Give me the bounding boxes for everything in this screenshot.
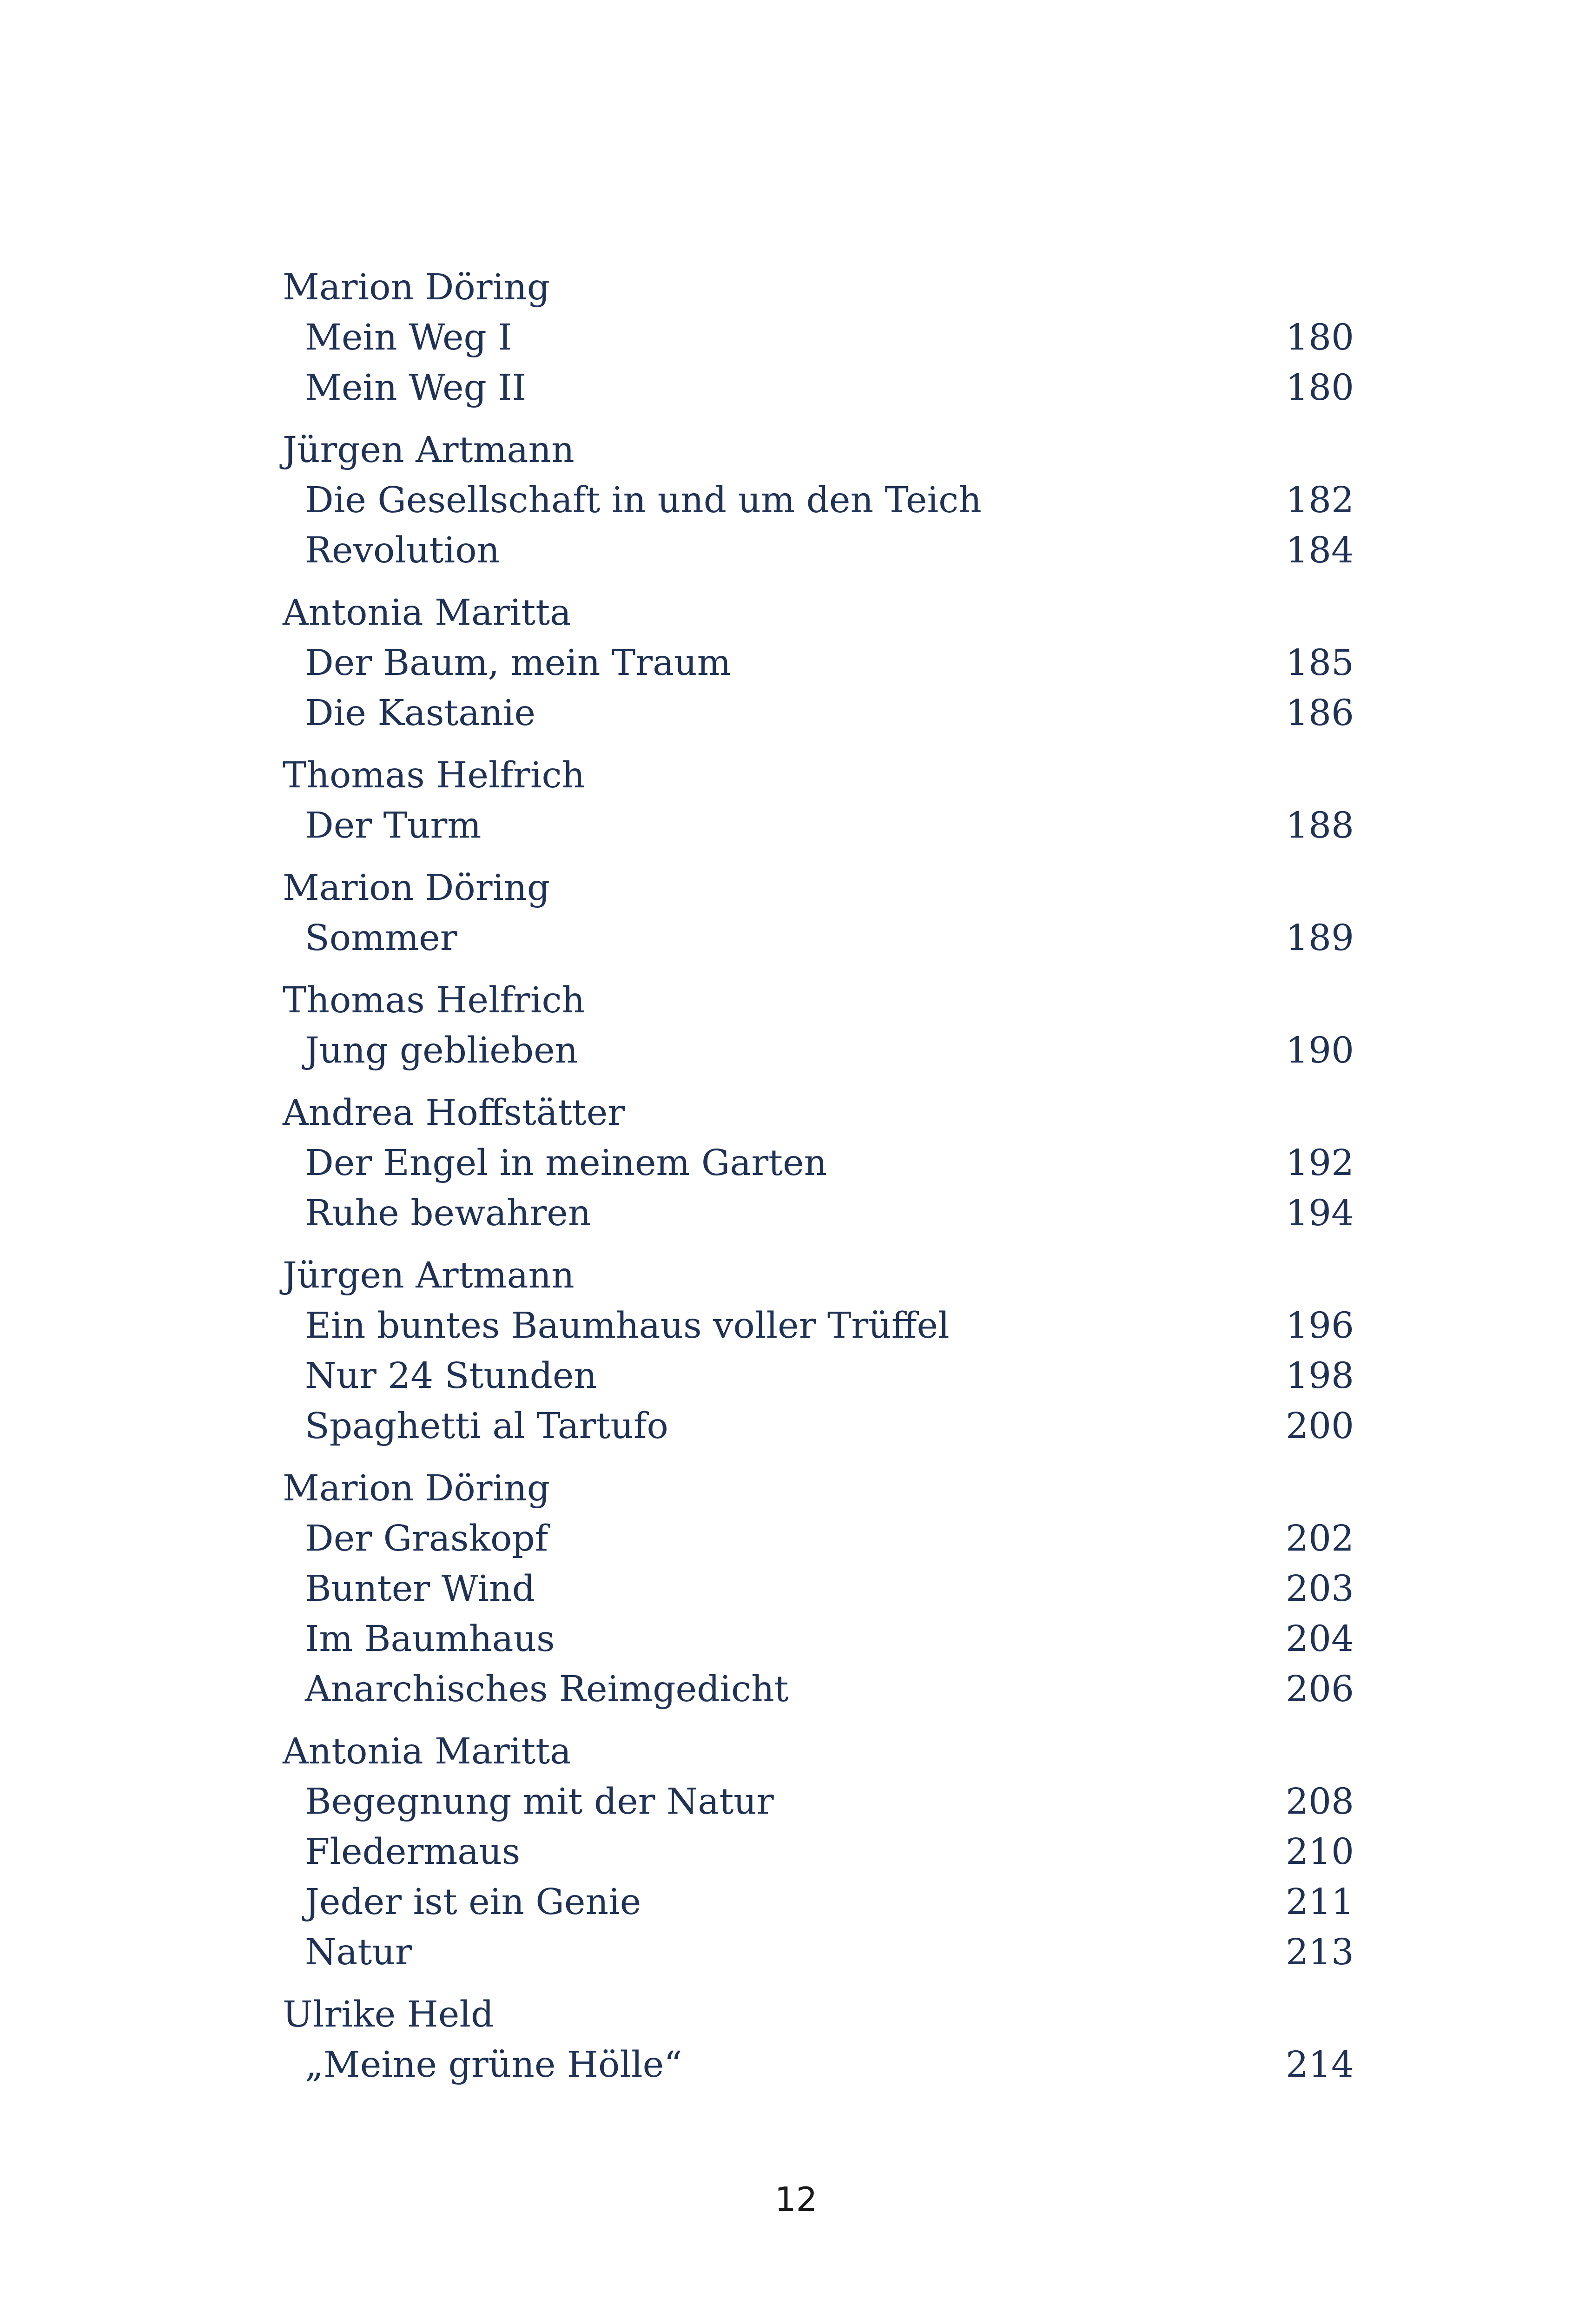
entry-page-number: 194	[1286, 1193, 1354, 1234]
entry-page-number: 185	[1286, 642, 1354, 684]
toc-author-group	[283, 751, 1354, 851]
entry-page-number: 210	[1286, 1831, 1354, 1873]
entry-title: Jeder ist ein Genie	[305, 1882, 641, 1923]
toc-author-group	[283, 1990, 1354, 2090]
toc-entry	[283, 638, 1354, 688]
entry-page-number: 190	[1286, 1030, 1354, 1071]
author-name: Andrea Hoffstätter	[283, 1092, 625, 1134]
entry-title: Sommer	[305, 918, 457, 959]
toc-entry	[283, 1026, 1354, 1076]
author-name: Marion Döring	[283, 1468, 550, 1509]
toc-entry	[283, 1564, 1354, 1614]
entry-title: Jung geblieben	[305, 1030, 578, 1071]
entry-title: Ein buntes Baumhaus voller Trüffel	[305, 1305, 950, 1347]
toc-entry	[283, 475, 1354, 526]
entry-page-number: 208	[1286, 1781, 1354, 1822]
entry-page-number: 180	[1286, 317, 1354, 358]
toc-entry	[283, 1928, 1354, 1978]
toc-entry	[283, 1877, 1354, 1928]
toc-author-group	[283, 1251, 1354, 1452]
author-name: Antonia Maritta	[283, 1731, 572, 1772]
entry-title: Die Gesellschaft in und um den Teich	[305, 480, 982, 521]
author-name: Jürgen Artmann	[283, 429, 575, 471]
toc-entry	[283, 1614, 1354, 1664]
entry-title: Im Baumhaus	[305, 1618, 555, 1660]
entry-page-number: 203	[1286, 1568, 1354, 1610]
entry-page-number: 200	[1286, 1406, 1354, 1447]
entry-page-number: 186	[1286, 693, 1354, 734]
entry-title: Die Kastanie	[305, 693, 535, 734]
entry-title: Nur 24 Stunden	[305, 1355, 597, 1397]
toc-entry	[283, 1401, 1354, 1452]
author-name: Thomas Helfrich	[283, 980, 585, 1021]
entry-page-number: 204	[1286, 1618, 1354, 1660]
entry-title: Der Baum, mein Traum	[305, 642, 731, 684]
entry-page-number: 211	[1286, 1882, 1354, 1923]
entry-page-number: 206	[1286, 1669, 1354, 1710]
author-name: Ulrike Held	[283, 1994, 494, 2035]
entry-page-number: 188	[1286, 805, 1354, 846]
table-of-contents	[283, 263, 1354, 2102]
toc-author-group	[283, 976, 1354, 1076]
author-name: Marion Döring	[283, 867, 550, 909]
toc-author-group	[283, 588, 1354, 739]
toc-author-group	[283, 1088, 1354, 1239]
toc-entry	[283, 1188, 1354, 1239]
toc-author-group	[283, 1464, 1354, 1715]
entry-title: Mein Weg II	[305, 367, 527, 409]
toc-entry	[283, 2040, 1354, 2090]
entry-title: Spaghetti al Tartufo	[305, 1406, 668, 1447]
toc-author-group	[283, 1727, 1354, 1978]
author-name: Marion Döring	[283, 267, 550, 308]
entry-title: Mein Weg I	[305, 317, 512, 358]
toc-entry	[283, 363, 1354, 413]
entry-page-number: 184	[1286, 530, 1354, 571]
entry-title: Revolution	[305, 530, 500, 571]
toc-entry	[283, 526, 1354, 576]
entry-page-number: 192	[1286, 1142, 1354, 1184]
entry-title: Der Engel in meinem Garten	[305, 1142, 827, 1184]
toc-entry	[283, 801, 1354, 851]
entry-title: Der Graskopf	[305, 1518, 548, 1559]
toc-entry	[283, 688, 1354, 739]
author-name: Thomas Helfrich	[283, 755, 585, 796]
entry-title: Ruhe bewahren	[305, 1193, 591, 1234]
entry-title: Begegnung mit der Natur	[305, 1781, 774, 1822]
entry-page-number: 180	[1286, 367, 1354, 409]
author-name: Jürgen Artmann	[283, 1255, 575, 1296]
toc-entry	[283, 1138, 1354, 1188]
entry-title: Der Turm	[305, 805, 482, 846]
toc-entry	[283, 1777, 1354, 1827]
toc-entry	[283, 1301, 1354, 1351]
entry-page-number: 202	[1286, 1518, 1354, 1559]
toc-entry	[283, 1664, 1354, 1715]
toc-entry	[283, 1351, 1354, 1401]
toc-entry	[283, 913, 1354, 964]
toc-entry	[283, 1827, 1354, 1877]
toc-author-group	[283, 425, 1354, 576]
toc-entry	[283, 1514, 1354, 1564]
entry-page-number: 214	[1286, 2044, 1354, 2086]
toc-entry	[283, 313, 1354, 363]
toc-author-group	[283, 263, 1354, 413]
entry-title: Bunter Wind	[305, 1568, 535, 1610]
entry-title: Natur	[305, 1932, 412, 1973]
entry-page-number: 189	[1286, 918, 1354, 959]
entry-title: „Meine grüne Hölle“	[305, 2044, 682, 2086]
entry-title: Anarchisches Reimgedicht	[305, 1669, 789, 1710]
toc-author-group	[283, 863, 1354, 964]
entry-page-number: 198	[1286, 1355, 1354, 1397]
entry-title: Fledermaus	[305, 1831, 521, 1873]
page-number: 12	[774, 2180, 818, 2219]
author-name: Antonia Maritta	[283, 592, 572, 634]
entry-page-number: 182	[1286, 480, 1354, 521]
entry-page-number: 196	[1286, 1305, 1354, 1347]
entry-page-number: 213	[1286, 1932, 1354, 1973]
